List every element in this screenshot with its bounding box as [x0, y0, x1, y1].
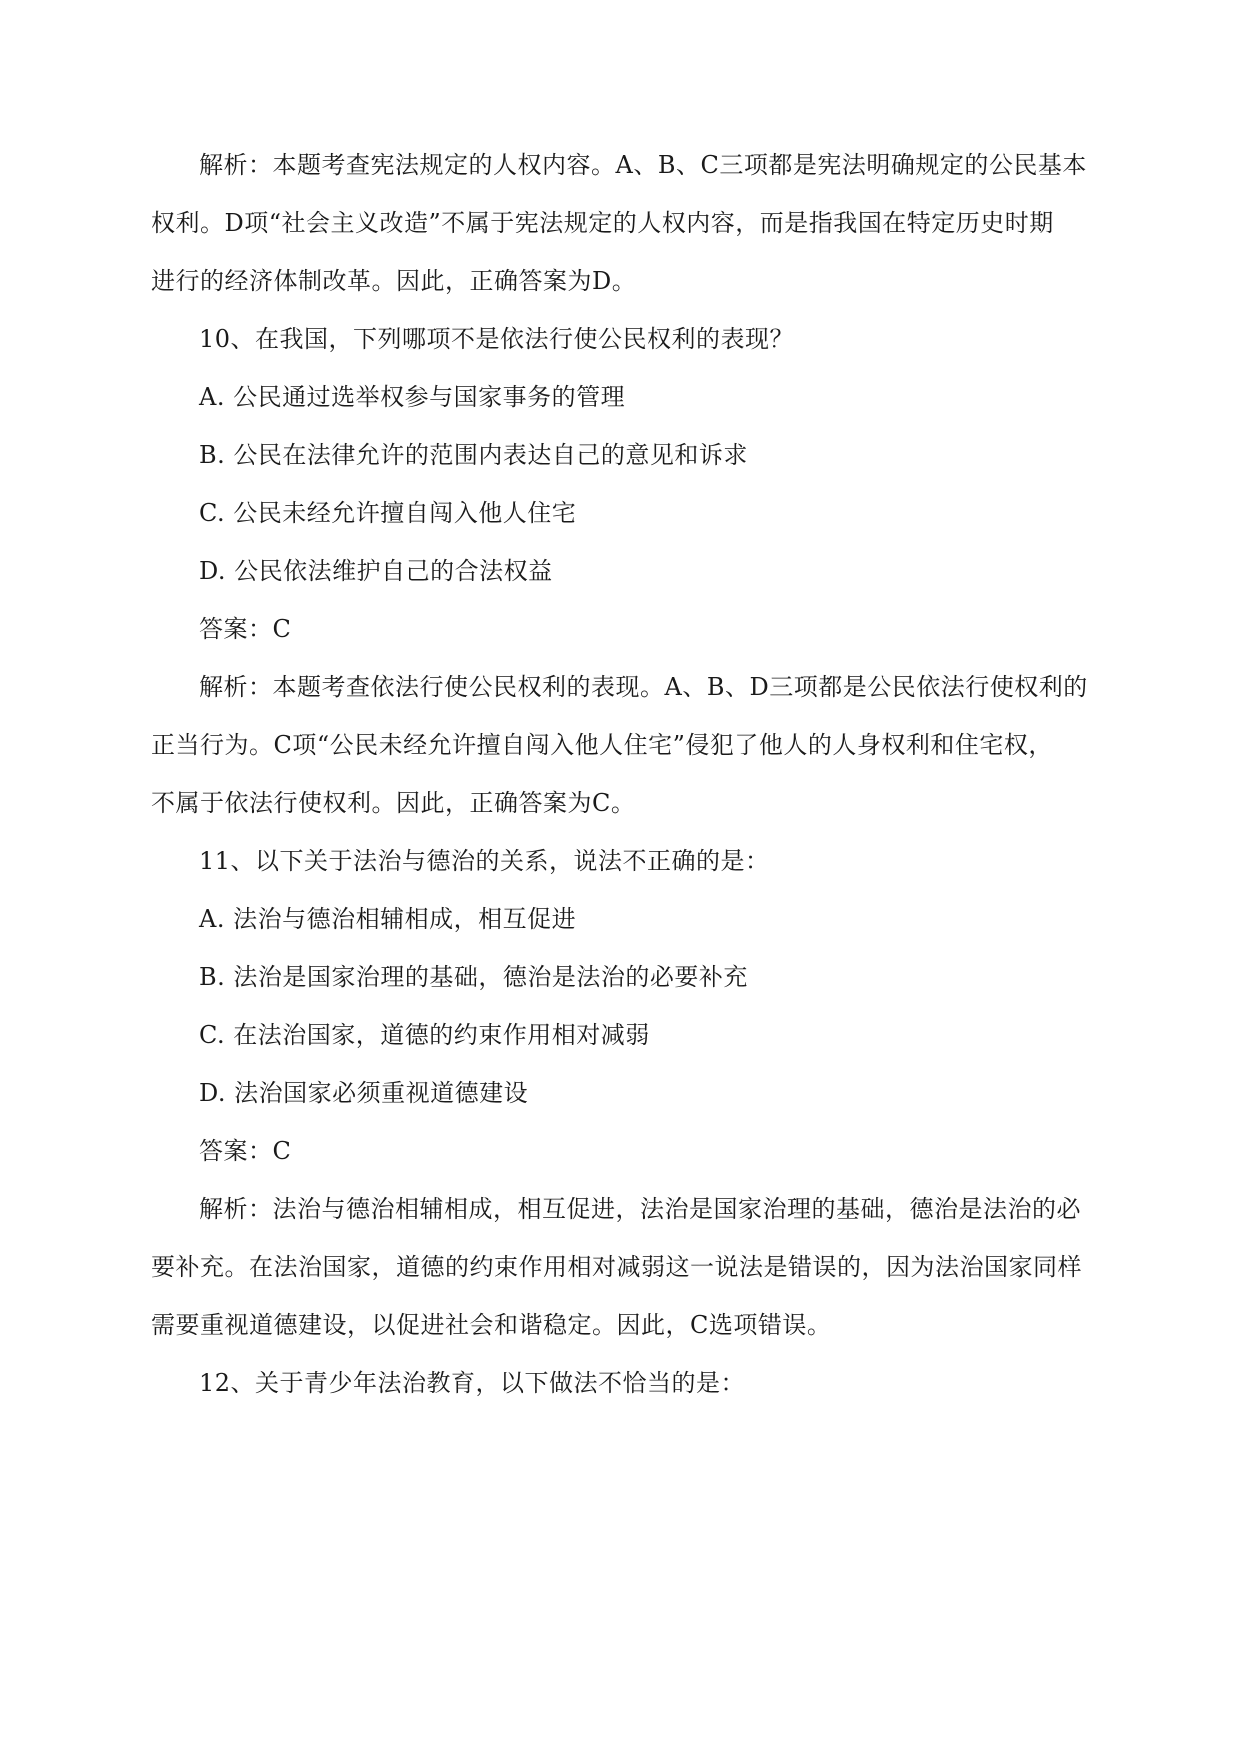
q11-option-d: D. 法治国家必须重视道德建设: [199, 1079, 529, 1107]
q10-analysis-line-2: 正当行为。C项“公民未经允许擅自闯入他人住宅”侵犯了他人的人身权利和住宅权，: [151, 731, 1053, 759]
q10-analysis-line-3: 不属于依法行使权利。因此，正确答案为C。: [151, 789, 636, 817]
q11-option-c: C. 在法治国家，道德的约束作用相对减弱: [199, 1021, 650, 1049]
q11-analysis-line-3: 需要重视道德建设，以促进社会和谐稳定。因此，C选项错误。: [151, 1311, 832, 1339]
q11-answer: 答案：C: [199, 1137, 292, 1165]
q10-question: 10、在我国，下列哪项不是依法行使公民权利的表现？: [199, 325, 795, 353]
q10-analysis-line-1: 解析：本题考查依法行使公民权利的表现。A、B、D三项都是公民依法行使权利的: [199, 673, 1088, 701]
q10-option-b: B. 公民在法律允许的范围内表达自己的意见和诉求: [199, 441, 748, 469]
q10-option-c: C. 公民未经允许擅自闯入他人住宅: [199, 499, 577, 527]
q11-question: 11、以下关于法治与德治的关系，说法不正确的是：: [199, 847, 770, 875]
q12-question: 12、关于青少年法治教育，以下做法不恰当的是：: [199, 1369, 746, 1397]
q9-analysis-line-3: 进行的经济体制改革。因此，正确答案为D。: [151, 267, 637, 295]
q11-analysis-line-1: 解析：法治与德治相辅相成，相互促进，法治是国家治理的基础，德治是法治的必: [199, 1195, 1081, 1223]
q10-answer: 答案：C: [199, 615, 292, 643]
q10-option-d: D. 公民依法维护自己的合法权益: [199, 557, 553, 585]
q11-analysis-line-2: 要补充。在法治国家，道德的约束作用相对减弱这一说法是错误的，因为法治国家同样: [151, 1253, 1082, 1281]
q10-option-a: A. 公民通过选举权参与国家事务的管理: [199, 383, 626, 411]
q9-analysis-line-2: 权利。D项“社会主义改造”不属于宪法规定的人权内容，而是指我国在特定历史时期: [151, 209, 1054, 237]
q11-option-b: B. 法治是国家治理的基础，德治是法治的必要补充: [199, 963, 748, 991]
q9-analysis-line-1: 解析：本题考查宪法规定的人权内容。A、B、C三项都是宪法明确规定的公民基本: [199, 151, 1087, 179]
q11-option-a: A. 法治与德治相辅相成，相互促进: [199, 905, 577, 933]
